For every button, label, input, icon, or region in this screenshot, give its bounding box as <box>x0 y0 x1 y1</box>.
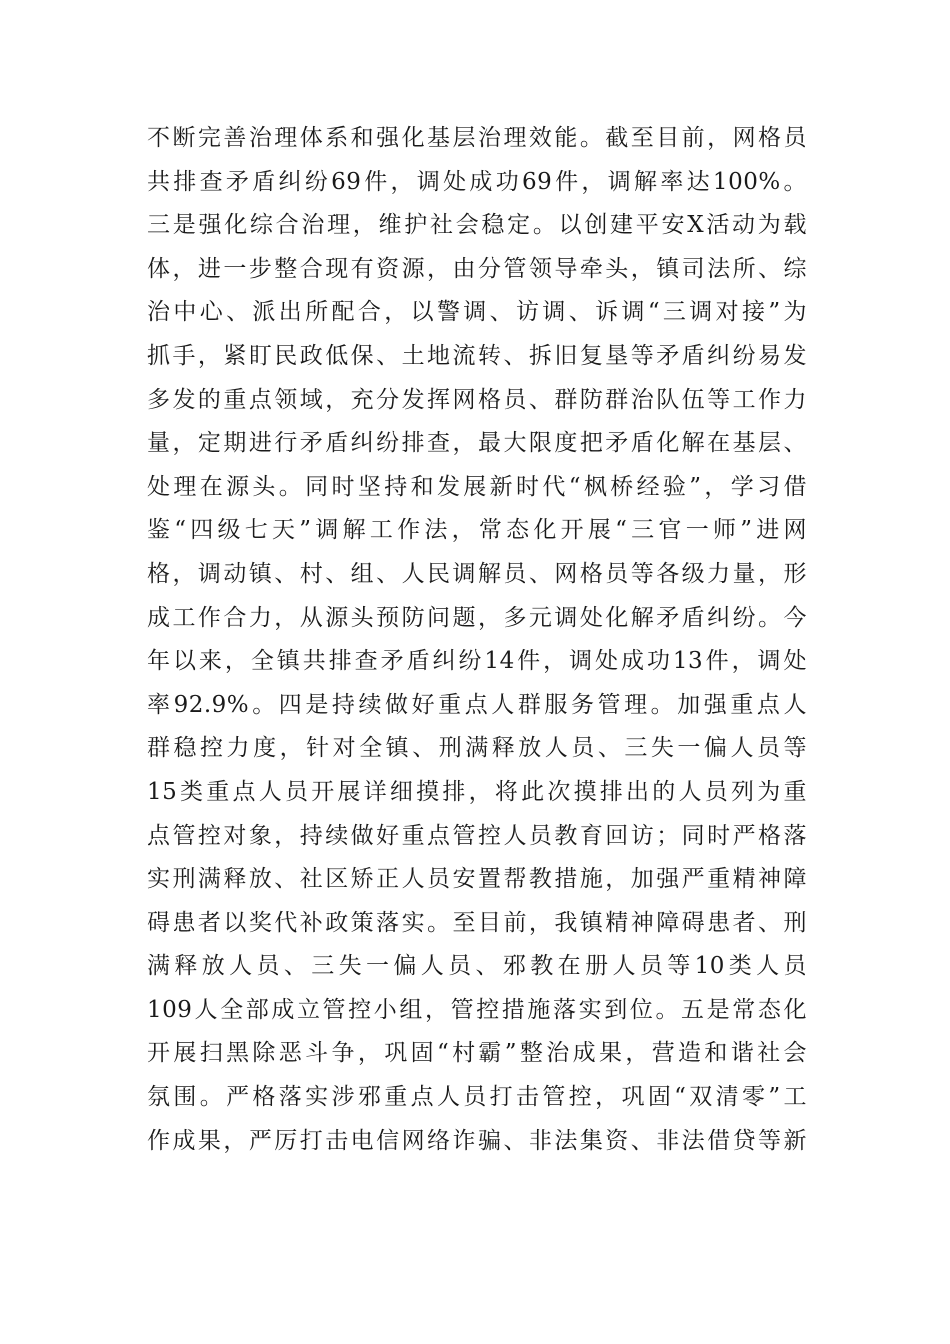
body-text <box>147 117 807 1163</box>
text-line: 共排查矛盾纠纷69件，调处成功69件，调解率达100%。 <box>147 168 807 195</box>
text-line: 体，进一步整合现有资源，由分管领导牵头，镇司法所、综 <box>147 255 807 282</box>
text-line: 作成果，严厉打击电信网络诈骗、非法集资、非法借贷等新 <box>147 1127 807 1154</box>
text-line: 鉴“四级七天”调解工作法，常态化开展“三官一师”进网 <box>147 517 807 544</box>
text-line: 满释放人员、三失一偏人员、邪教在册人员等10类人员 <box>147 953 807 980</box>
text-line: 点管控对象，持续做好重点管控人员教育回访；同时严格落 <box>147 822 807 849</box>
text-line: 治中心、派出所配合，以警调、访调、诉调“三调对接”为 <box>147 299 807 326</box>
text-line: 抓手，紧盯民政低保、土地流转、拆旧复垦等矛盾纠纷易发 <box>147 342 807 369</box>
text-line: 成工作合力，从源头预防问题，多元调处化解矛盾纠纷。今 <box>147 604 807 631</box>
text-line: 三是强化综合治理，维护社会稳定。以创建平安X活动为载 <box>147 212 807 239</box>
text-line: 实刑满释放、社区矫正人员安置帮教措施，加强严重精神障 <box>147 866 807 893</box>
text-line: 处理在源头。同时坚持和发展新时代“枫桥经验”，学习借 <box>147 473 807 500</box>
text-line: 年以来，全镇共排查矛盾纠纷14件，调处成功13件，调处 <box>147 648 807 675</box>
text-line: 15类重点人员开展详细摸排，将此次摸排出的人员列为重 <box>147 778 807 805</box>
text-line: 开展扫黑除恶斗争，巩固“村霸”整治成果，营造和谐社会 <box>147 1040 807 1067</box>
text-line: 碍患者以奖代补政策落实。至目前，我镇精神障碍患者、刑 <box>147 909 807 936</box>
text-line: 量，定期进行矛盾纠纷排查，最大限度把矛盾化解在基层、 <box>147 430 807 457</box>
text-line: 多发的重点领域，充分发挥网格员、群防群治队伍等工作力 <box>147 386 807 413</box>
text-line: 格，调动镇、村、组、人民调解员、网格员等各级力量，形 <box>147 560 807 587</box>
text-line: 率92.9%。四是持续做好重点人群服务管理。加强重点人 <box>147 691 807 718</box>
text-line: 109人全部成立管控小组，管控措施落实到位。五是常态化 <box>147 996 807 1023</box>
text-line: 氛围。严格落实涉邪重点人员打击管控，巩固“双清零”工 <box>147 1084 807 1111</box>
text-line: 不断完善治理体系和强化基层治理效能。截至目前，网格员 <box>147 125 807 151</box>
text-line: 群稳控力度，针对全镇、刑满释放人员、三失一偏人员等 <box>147 735 807 762</box>
